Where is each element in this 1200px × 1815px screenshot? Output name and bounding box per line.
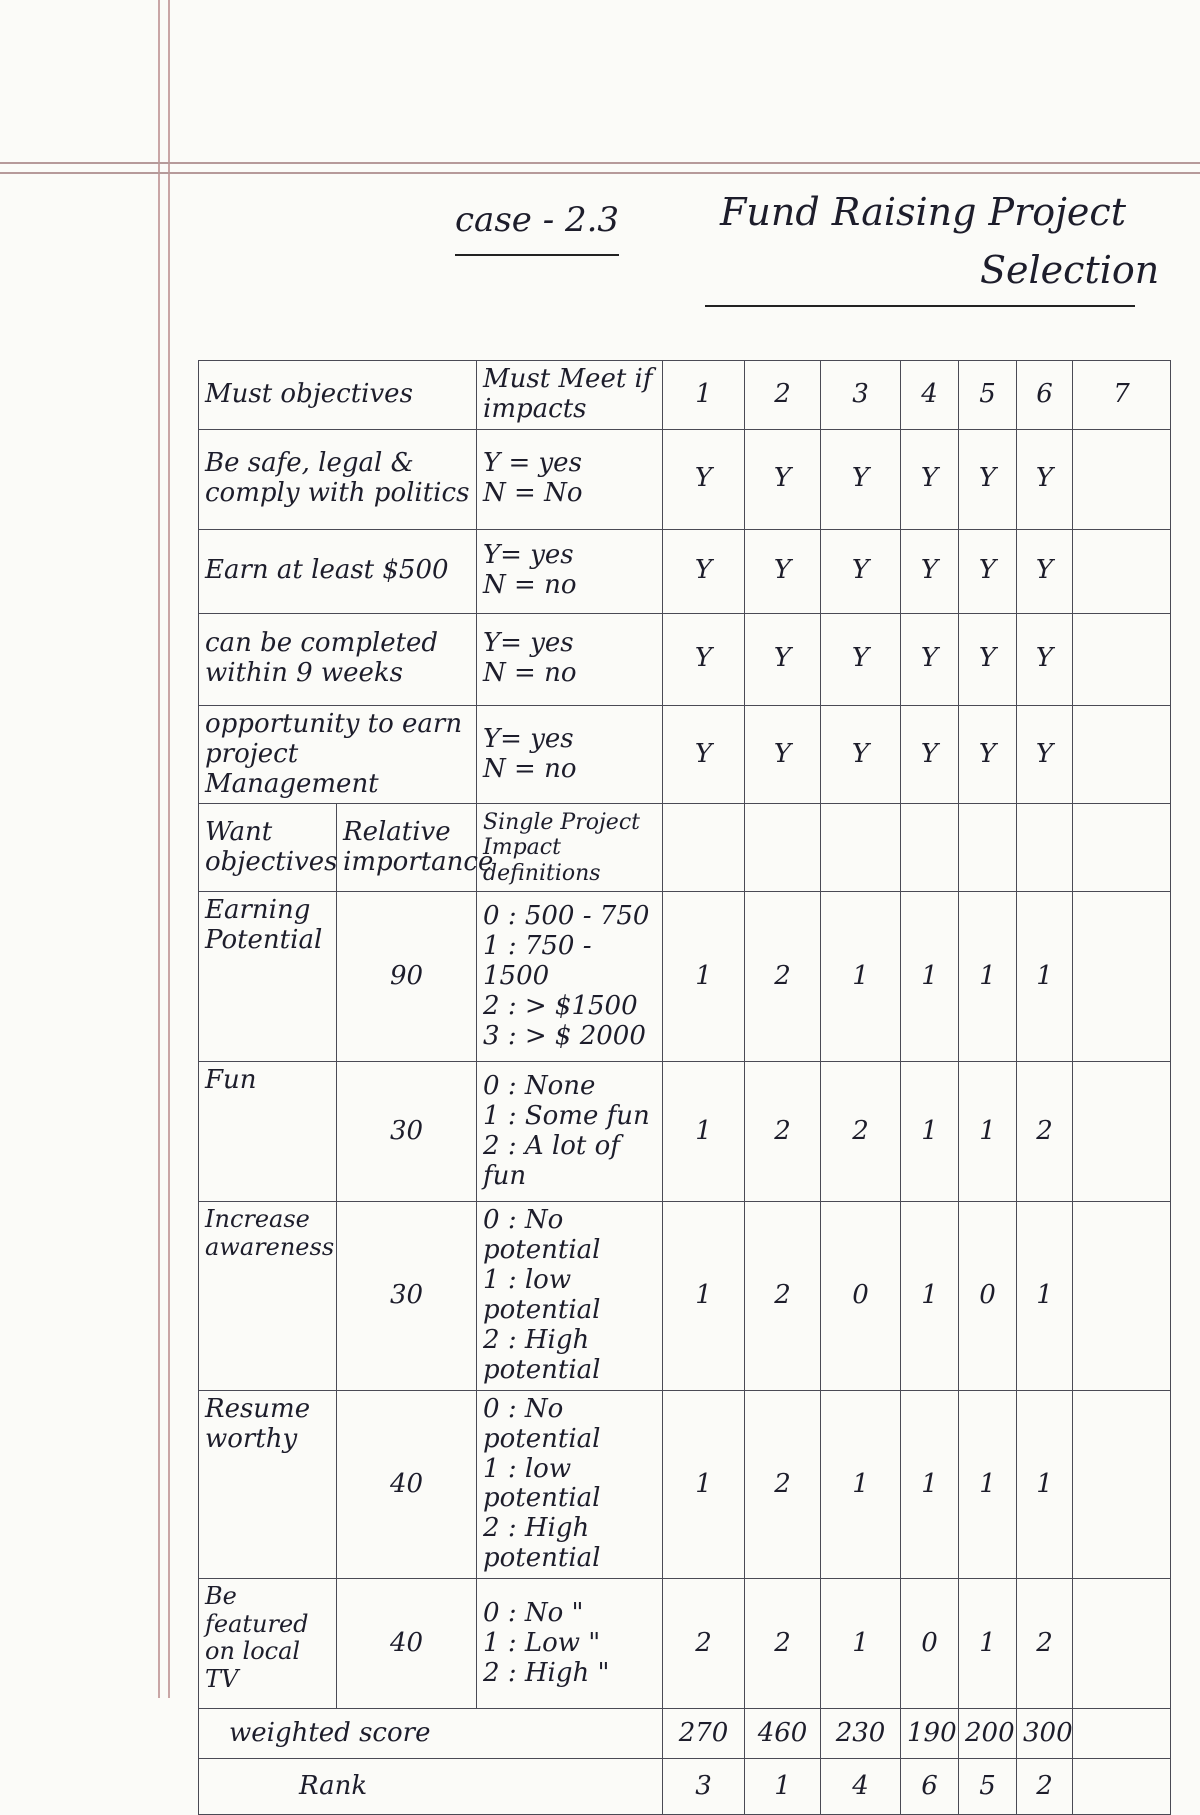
must-mark: Y	[901, 429, 959, 529]
impact-score	[1073, 1390, 1171, 1578]
yes-no-key	[477, 613, 663, 705]
empty-cell	[745, 804, 821, 892]
impact-score: 1	[821, 1579, 901, 1709]
want-objective-label: Fun	[199, 1062, 337, 1202]
impact-score	[1073, 1202, 1171, 1390]
impact-score: 2	[745, 1390, 821, 1578]
definition-line: 0 : 500 - 750	[483, 901, 650, 932]
must-mark	[1073, 613, 1171, 705]
want-header-row	[199, 804, 1171, 892]
must-objective-label: can be completed within 9 weeks	[199, 613, 477, 705]
must-mark: Y	[745, 705, 821, 804]
impact-score	[1073, 1579, 1171, 1709]
definition-line: 1 : Low "	[483, 1627, 601, 1658]
page-title: Fund Raising Project	[720, 190, 1126, 234]
want-objective-label: Increase awareness	[199, 1202, 337, 1390]
project-number: 2	[745, 361, 821, 430]
weighted-score: 300	[1017, 1709, 1073, 1759]
margin-line	[158, 0, 160, 1698]
impact-definitions	[477, 1202, 663, 1390]
want-objective-label: Resume worthy	[199, 1390, 337, 1578]
table-row	[199, 1202, 1171, 1390]
title-underline	[705, 305, 1135, 307]
weighted-score: 460	[745, 1709, 821, 1759]
yes-definition: Y= yes	[483, 723, 574, 754]
rank-row	[199, 1759, 1171, 1815]
definition-line: 0 : No potential	[483, 1393, 601, 1454]
must-objective-label: Earn at least $500	[199, 529, 477, 613]
definition-line: 0 : No "	[483, 1597, 584, 1628]
relative-importance: 90	[337, 892, 477, 1062]
definition-line: 2 : A lot of fun	[483, 1130, 620, 1191]
impact-score: 1	[901, 892, 959, 1062]
impact-score	[1073, 892, 1171, 1062]
must-mark: Y	[821, 705, 901, 804]
must-mark: Y	[745, 613, 821, 705]
weighted-score: 200	[959, 1709, 1017, 1759]
want-objective-label: Earning Potential	[199, 892, 337, 1062]
rank-label: Rank	[199, 1759, 663, 1815]
table-row	[199, 529, 1171, 613]
yes-no-key	[477, 529, 663, 613]
relative-importance: 30	[337, 1202, 477, 1390]
definition-line: 1 : low potential	[483, 1453, 601, 1514]
impact-score: 1	[1017, 892, 1073, 1062]
empty-cell	[663, 804, 745, 892]
must-mark: Y	[821, 429, 901, 529]
must-mark: Y	[1017, 429, 1073, 529]
definition-line: 2 : High potential	[483, 1325, 601, 1385]
no-definition: N = no	[483, 658, 577, 689]
header-rule	[0, 162, 1200, 164]
impact-score: 1	[959, 892, 1017, 1062]
table-row	[199, 705, 1171, 804]
must-mark: Y	[901, 613, 959, 705]
project-number: 1	[663, 361, 745, 430]
impact-score: 1	[663, 892, 745, 1062]
yes-definition: Y= yes	[483, 540, 574, 571]
margin-line	[168, 0, 170, 1698]
weighted-score-row	[199, 1709, 1171, 1759]
definition-line: 0 : None	[483, 1071, 596, 1102]
definition-line: 2 : High potential	[483, 1513, 601, 1574]
project-number: 6	[1017, 361, 1073, 430]
impact-definitions	[477, 1390, 663, 1578]
must-mark	[1073, 705, 1171, 804]
table-row	[199, 1579, 1171, 1709]
must-mark: Y	[821, 529, 901, 613]
yes-no-key	[477, 705, 663, 804]
empty-cell	[1073, 804, 1171, 892]
definition-line: 2 : > $1500	[483, 990, 638, 1021]
no-definition: N = no	[483, 570, 577, 601]
impact-score: 1	[821, 1390, 901, 1578]
impact-score: 2	[745, 1062, 821, 1202]
impact-score: 0	[959, 1202, 1017, 1390]
impact-score: 1	[663, 1390, 745, 1578]
must-mark	[1073, 429, 1171, 529]
yes-definition: Y= yes	[483, 628, 574, 659]
must-mark: Y	[959, 429, 1017, 529]
table-row	[199, 429, 1171, 529]
relative-importance: 40	[337, 1390, 477, 1578]
definition-line: 0 : No potential	[483, 1205, 601, 1266]
must-mark: Y	[959, 613, 1017, 705]
must-mark: Y	[1017, 529, 1073, 613]
page-title-continued: Selection	[980, 248, 1160, 292]
impact-score: 2	[745, 1202, 821, 1390]
definition-line: 3 : > $ 2000	[483, 1020, 646, 1051]
impact-score: 1	[959, 1579, 1017, 1709]
must-objectives-header: Must objectives	[199, 361, 477, 430]
must-mark: Y	[1017, 705, 1073, 804]
rank-value: 4	[821, 1759, 901, 1815]
weighted-score: 190	[901, 1709, 959, 1759]
impact-score: 0	[901, 1579, 959, 1709]
must-objective-label: opportunity to earn project Management	[199, 705, 477, 804]
must-mark: Y	[821, 613, 901, 705]
project-number: 3	[821, 361, 901, 430]
table-row	[199, 1062, 1171, 1202]
impact-score: 2	[821, 1062, 901, 1202]
impact-score: 2	[745, 892, 821, 1062]
definition-line: 1 : Some fun	[483, 1101, 650, 1132]
empty-cell	[1017, 804, 1073, 892]
must-mark: Y	[663, 429, 745, 529]
impact-score: 1	[959, 1062, 1017, 1202]
impact-score: 2	[663, 1579, 745, 1709]
impact-definitions	[477, 892, 663, 1062]
impact-score: 1	[821, 892, 901, 1062]
impact-definitions	[477, 1579, 663, 1709]
impact-score: 1	[901, 1062, 959, 1202]
impact-score: 1	[663, 1202, 745, 1390]
project-number: 5	[959, 361, 1017, 430]
want-objective-label: Be featured on local TV	[199, 1579, 337, 1709]
must-objective-label: Be safe, legal & comply with politics	[199, 429, 477, 529]
impact-score: 1	[901, 1202, 959, 1390]
must-mark	[1073, 529, 1171, 613]
weighted-score: 270	[663, 1709, 745, 1759]
impact-score: 2	[1017, 1579, 1073, 1709]
page-heading	[455, 190, 1175, 330]
relative-importance: 40	[337, 1579, 477, 1709]
rank-value: 2	[1017, 1759, 1073, 1815]
project-number: 4	[901, 361, 959, 430]
project-number: 7	[1073, 361, 1171, 430]
table-row	[199, 1390, 1171, 1578]
case-label: case - 2.3	[455, 200, 619, 256]
empty-cell	[959, 804, 1017, 892]
yes-definition: Y = yes	[483, 448, 582, 479]
impact-score: 1	[1017, 1202, 1073, 1390]
must-meet-header: Must Meet if impacts	[477, 361, 663, 430]
impact-score: 2	[1017, 1062, 1073, 1202]
weighted-score	[1073, 1709, 1171, 1759]
must-mark: Y	[663, 705, 745, 804]
header-row	[199, 361, 1171, 430]
impact-score	[1073, 1062, 1171, 1202]
rank-value: 5	[959, 1759, 1017, 1815]
relative-importance: 30	[337, 1062, 477, 1202]
rank-value: 6	[901, 1759, 959, 1815]
definition-line: 2 : High "	[483, 1657, 610, 1688]
impact-score: 2	[745, 1579, 821, 1709]
definition-line: 1 : 750 - 1500	[483, 931, 592, 991]
table-row	[199, 892, 1171, 1062]
impact-score: 1	[959, 1390, 1017, 1578]
rank-value: 3	[663, 1759, 745, 1815]
definition-line: 1 : low potential	[483, 1265, 601, 1326]
must-mark: Y	[663, 613, 745, 705]
rank-value	[1073, 1759, 1171, 1815]
want-objectives-header: Want objectives	[199, 804, 337, 892]
empty-cell	[901, 804, 959, 892]
must-mark: Y	[745, 529, 821, 613]
impact-score: 0	[821, 1202, 901, 1390]
weighted-score: 230	[821, 1709, 901, 1759]
impact-score: 1	[1017, 1390, 1073, 1578]
impact-definitions	[477, 1062, 663, 1202]
must-mark: Y	[901, 705, 959, 804]
impact-score: 1	[901, 1390, 959, 1578]
must-mark: Y	[959, 705, 1017, 804]
empty-cell	[821, 804, 901, 892]
no-definition: N = No	[483, 478, 583, 509]
table-row	[199, 613, 1171, 705]
must-mark: Y	[959, 529, 1017, 613]
impact-score: 1	[663, 1062, 745, 1202]
must-mark: Y	[663, 529, 745, 613]
impact-definitions-header: Single Project Impact definitions	[477, 804, 663, 892]
no-definition: N = no	[483, 753, 577, 784]
weighted-score-label: weighted score	[199, 1709, 663, 1759]
yes-no-key	[477, 429, 663, 529]
relative-importance-header: Relative importance	[337, 804, 477, 892]
header-rule	[0, 172, 1200, 174]
selection-table	[198, 360, 1171, 1815]
rank-value: 1	[745, 1759, 821, 1815]
must-mark: Y	[1017, 613, 1073, 705]
must-mark: Y	[901, 529, 959, 613]
must-mark: Y	[745, 429, 821, 529]
